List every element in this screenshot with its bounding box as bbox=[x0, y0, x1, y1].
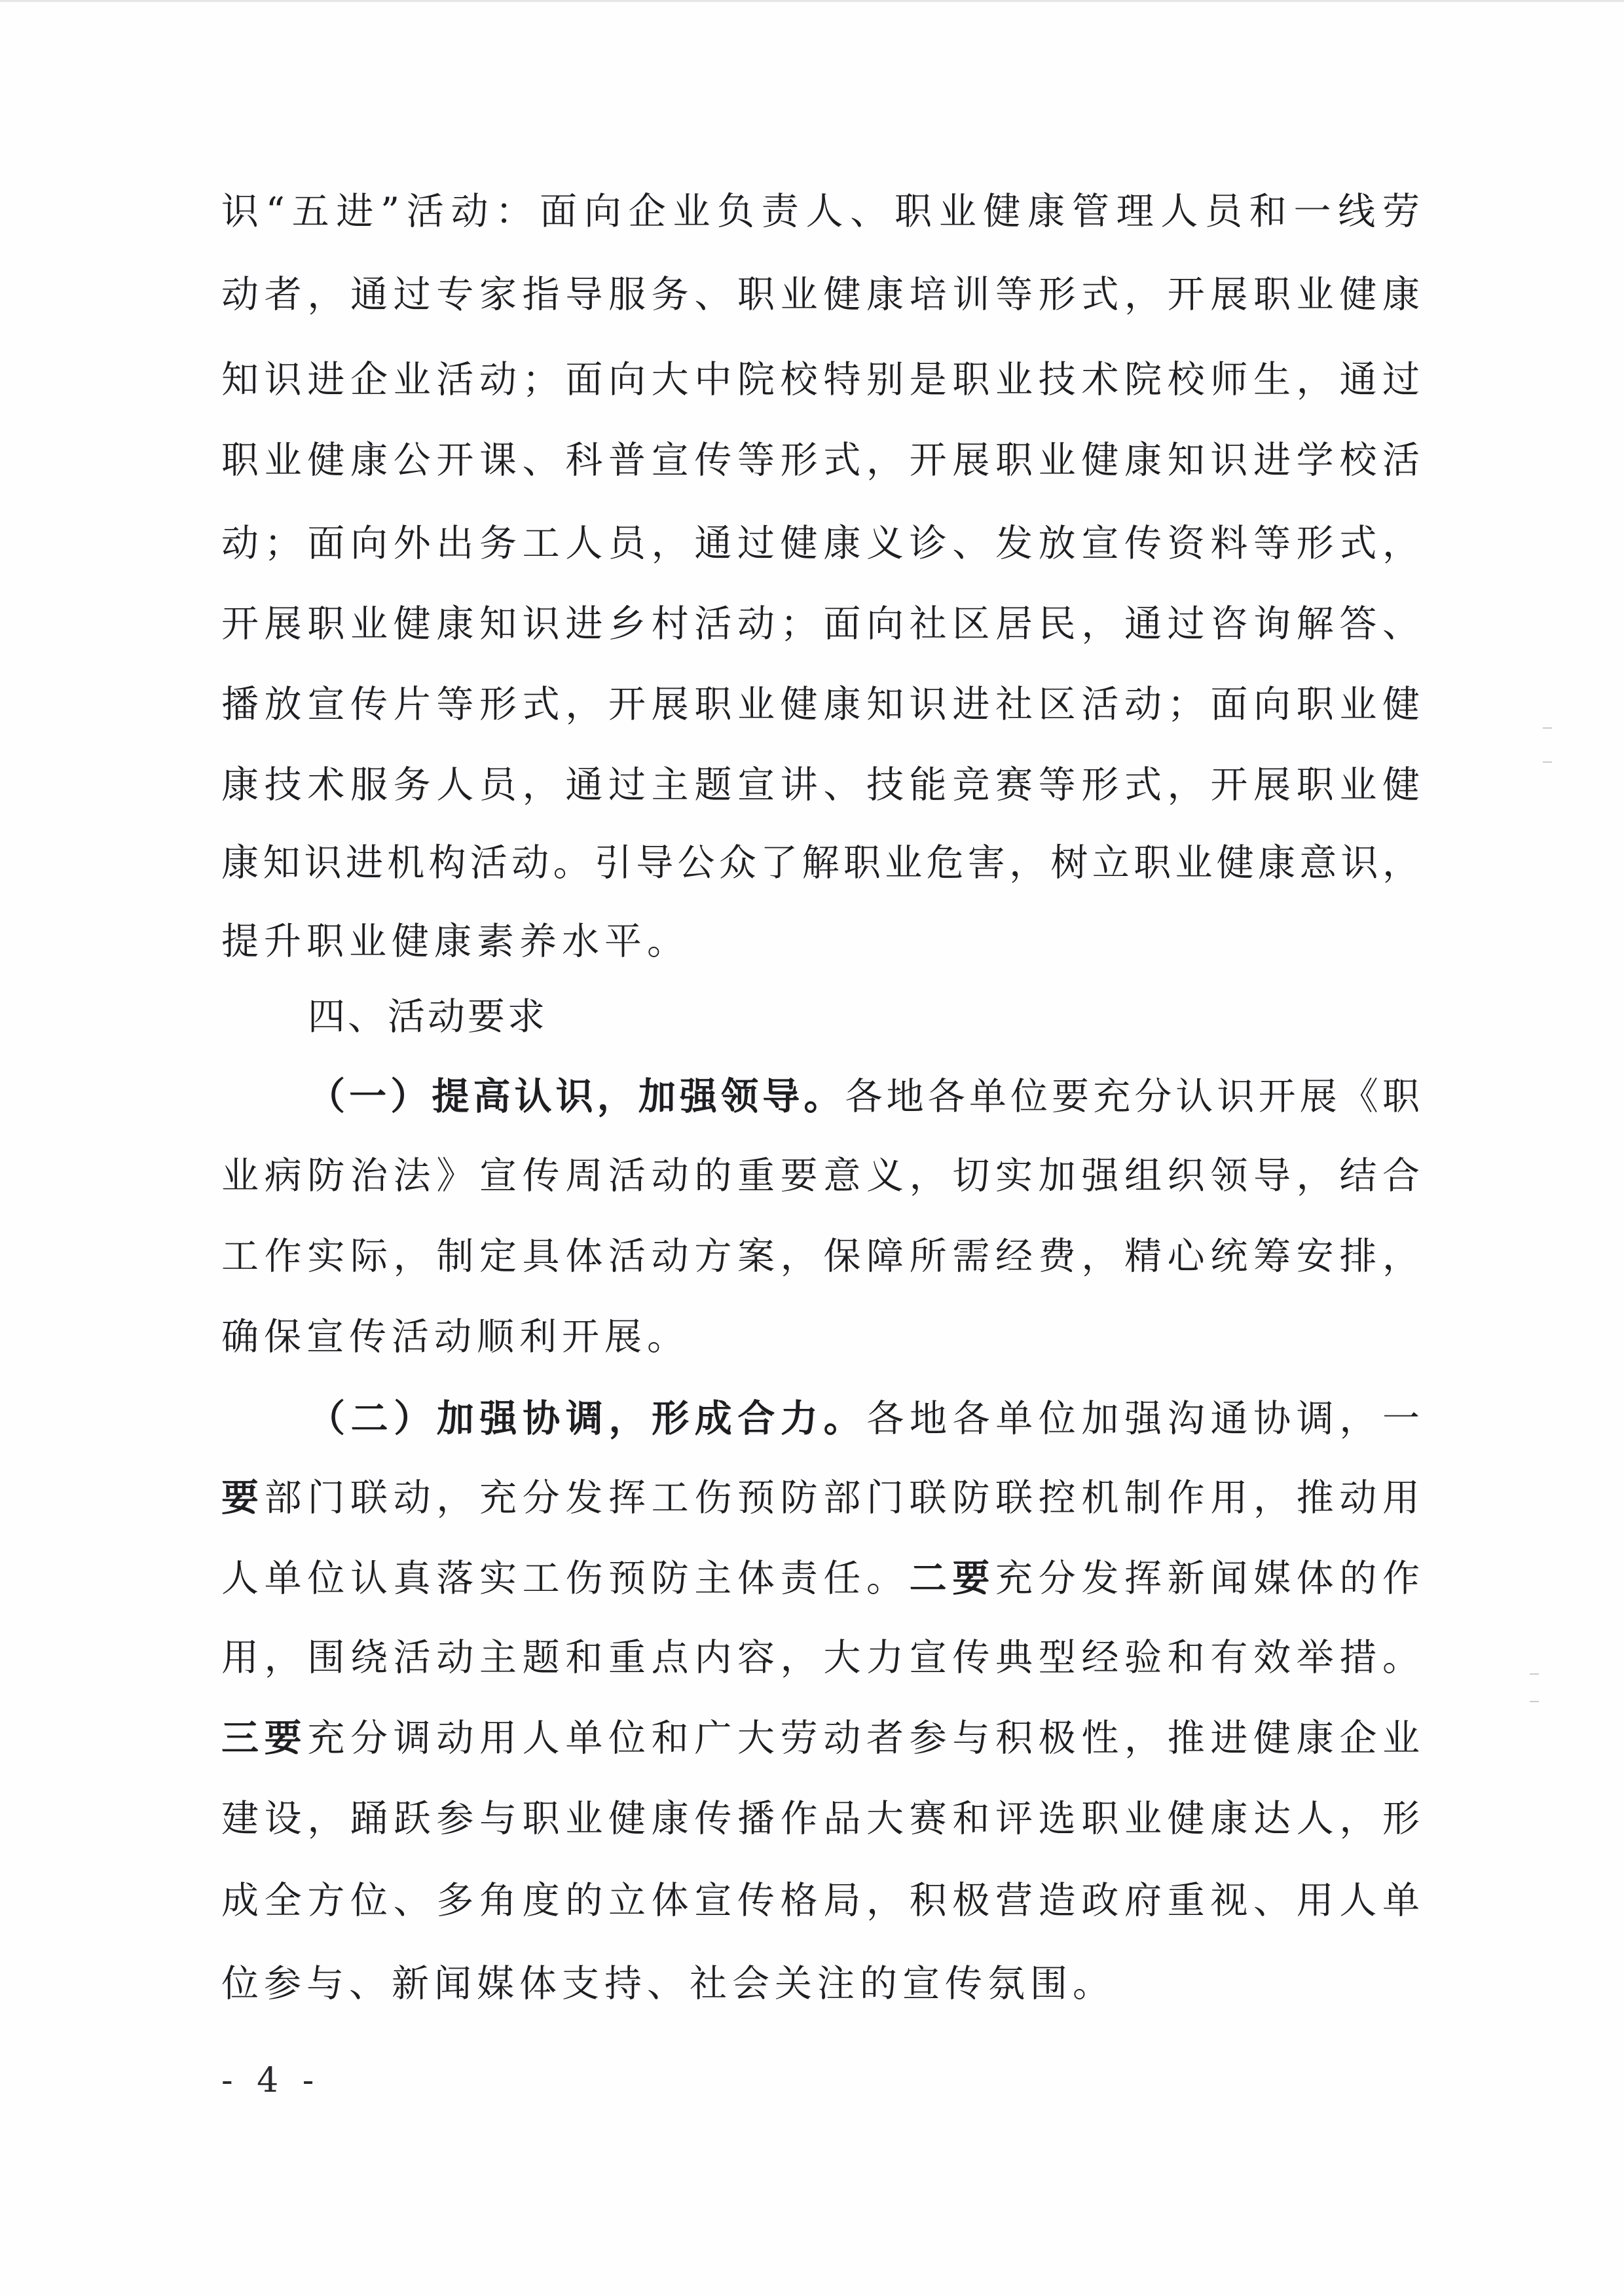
paragraph-line: 确保宣传活动顺利开展。 bbox=[221, 1315, 690, 1358]
page-number: - 4 - bbox=[221, 2061, 321, 2100]
item2-first-line bbox=[308, 1393, 1421, 1445]
scan-mark bbox=[1530, 1673, 1539, 1675]
scan-mark bbox=[1530, 1701, 1539, 1702]
emphasis-third: 三要 bbox=[221, 1717, 308, 1760]
paragraph-line: 工作实际，制定具体活动方案，保障所需经费，精心统筹安排， bbox=[221, 1235, 1421, 1278]
line-text: 充分调动用人单位和广大劳动者参与积极性，推进健康企业 bbox=[307, 1717, 1422, 1760]
paragraph-line: 业病防治法》宣传周活动的重要意义，切实加强组织领导，结合 bbox=[221, 1154, 1421, 1197]
item1-title: （一）提高认识，加强领导。 bbox=[308, 1074, 845, 1118]
paragraph-line: 开展职业健康知识进乡村活动；面向社区居民，通过咨询解答、 bbox=[221, 602, 1421, 646]
item2-title: （二）加强协调，形成合力。 bbox=[308, 1396, 867, 1440]
paragraph-line: 知识进企业活动；面向大中院校特别是职业技术院校师生，通过 bbox=[221, 358, 1421, 401]
paragraph-line: 动；面向外出务工人员，通过健康义诊、发放宣传资料等形式， bbox=[221, 522, 1421, 565]
emphasis-second: 二要 bbox=[909, 1557, 996, 1600]
paragraph-line: 康知识进机构活动。引导公众了解职业危害，树立职业健康意识， bbox=[221, 841, 1421, 884]
paragraph-line bbox=[221, 1472, 1421, 1524]
line-text: 充分发挥新闻媒体的作 bbox=[995, 1557, 1422, 1600]
paragraph-line: 动者，通过专家指导服务、职业健康培训等形式，开展职业健康 bbox=[221, 273, 1421, 316]
line-text: 部门联动，充分发挥工伤预防部门联防联控机制作用，推动用 bbox=[264, 1476, 1422, 1520]
paragraph-line: 识“五进”活动：面向企业负责人、职业健康管理人员和一线劳 bbox=[221, 190, 1421, 233]
paragraph-line: 职业健康公开课、科普宣传等形式，开展职业健康知识进学校活 bbox=[221, 439, 1421, 482]
paragraph-line: 用，围绕活动主题和重点内容，大力宣传典型经验和有效举措。 bbox=[221, 1636, 1421, 1679]
item1-text: 各地各单位要充分认识开展《职 bbox=[845, 1075, 1421, 1118]
paragraph-line bbox=[221, 1552, 1421, 1605]
paragraph-line bbox=[221, 1712, 1421, 1764]
emphasis-first: 要 bbox=[221, 1476, 265, 1520]
scan-mark bbox=[1543, 727, 1552, 729]
paragraph-line: 位参与、新闻媒体支持、社会关注的宣传氛围。 bbox=[221, 1962, 1115, 2005]
paragraph-line: 播放宣传片等形式，开展职业健康知识进社区活动；面向职业健 bbox=[221, 683, 1421, 726]
item2-text: 各地各单位加强沟通协调，一 bbox=[866, 1397, 1422, 1440]
scan-mark bbox=[1543, 761, 1552, 763]
paragraph-line: 康技术服务人员，通过主题宣讲、技能竞赛等形式，开展职业健 bbox=[221, 763, 1421, 807]
line-text: 人单位认真落实工伤预防主体责任。 bbox=[221, 1557, 910, 1600]
paragraph-line: 建设，踊跃参与职业健康传播作品大赛和评选职业健康达人，形 bbox=[221, 1797, 1421, 1840]
paragraph-line: 成全方位、多角度的立体宣传格局，积极营造政府重视、用人单 bbox=[221, 1879, 1421, 1922]
section-heading: 四、活动要求 bbox=[308, 995, 547, 1038]
item1-first-line bbox=[308, 1070, 1421, 1123]
paragraph-line: 提升职业健康素养水平。 bbox=[221, 920, 690, 963]
